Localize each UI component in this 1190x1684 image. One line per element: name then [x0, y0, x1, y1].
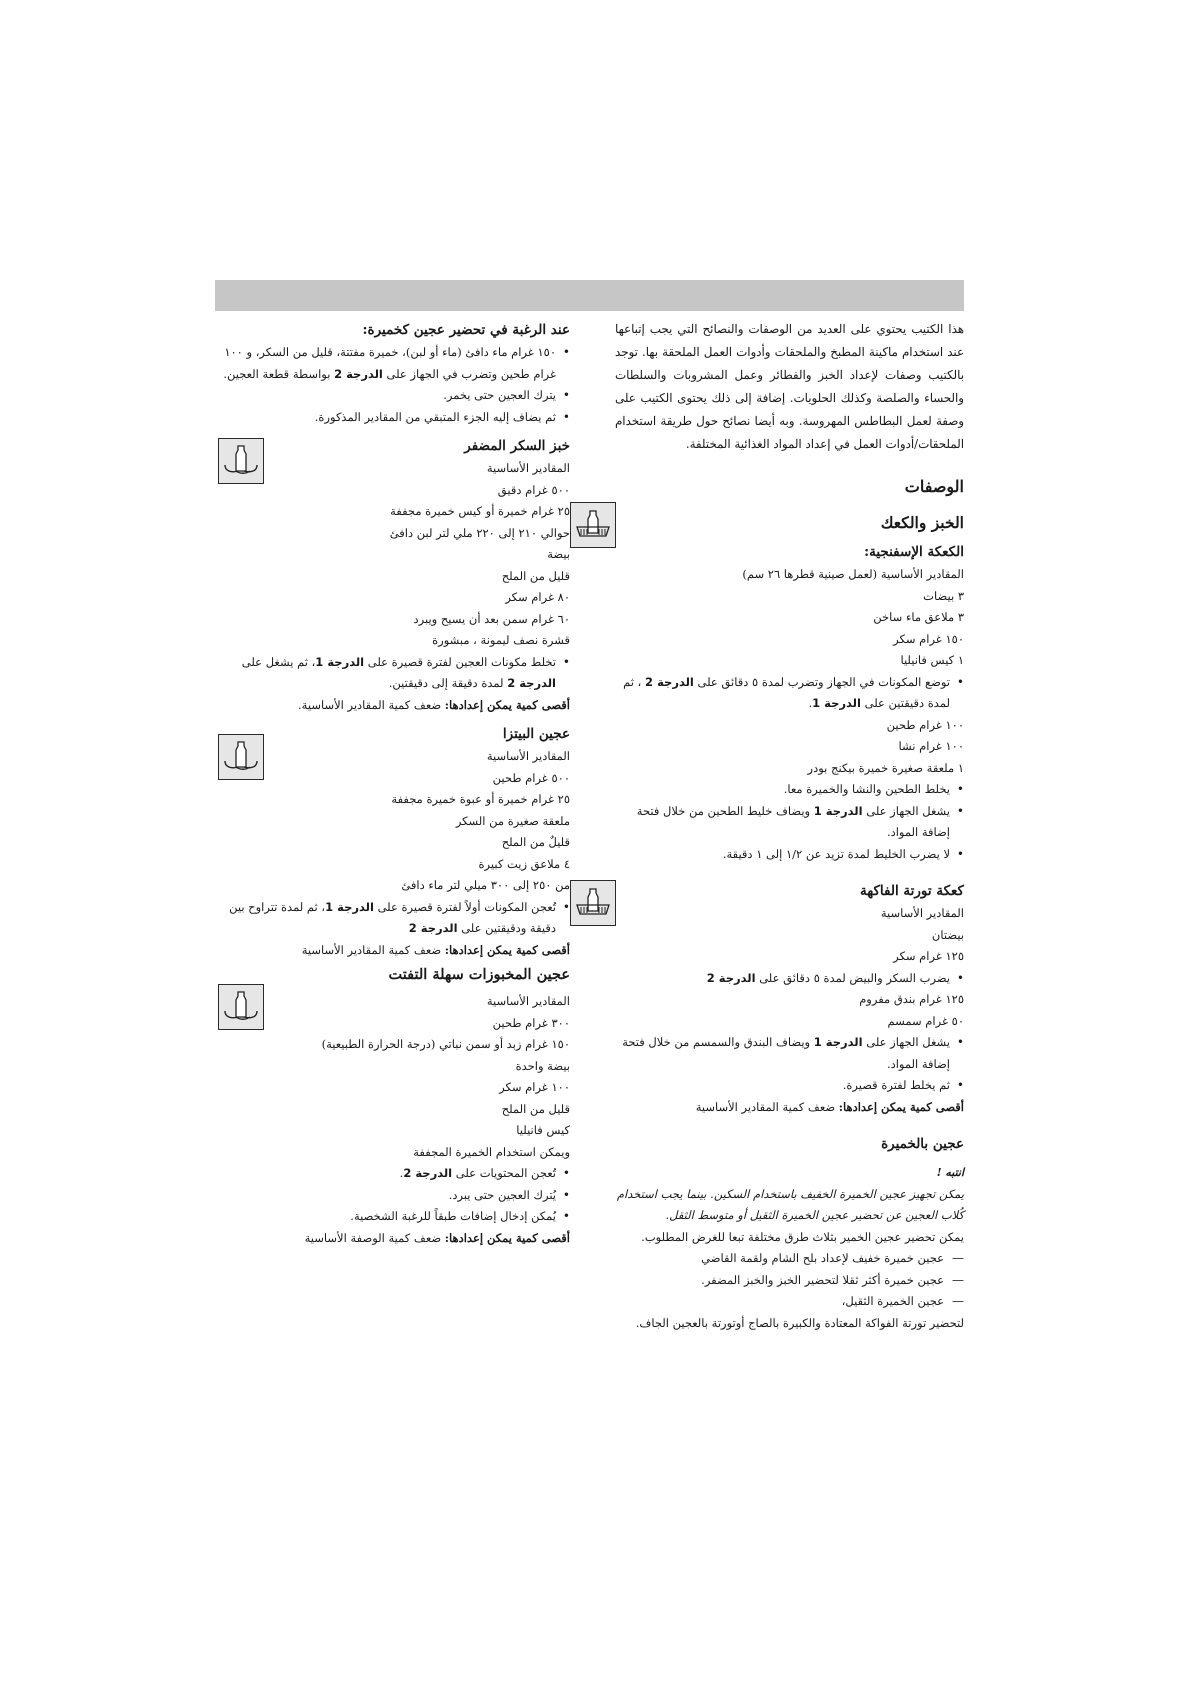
ingredient: ٥٠٠ غرام دقيق [497, 482, 570, 497]
bottle-with-whisk-basket-icon [570, 502, 616, 548]
recipe-pizza-dough [222, 722, 570, 961]
header-bar [215, 280, 964, 311]
bottle-with-whisk-basket-icon [570, 880, 616, 926]
ingredient: بيضة واحدة [515, 1058, 570, 1073]
step: • يضرب السكر والبيض لمدة ٥ دقائق على الدرجة 2 [615, 968, 950, 990]
ingredient: ١٠٠ غرام طحين [886, 717, 964, 732]
ingredient: بيضتان [931, 927, 964, 942]
ingredient: ١٥٠ غرام سكر [893, 631, 964, 646]
ingredient: ١٢٥ غرام بندق مفروم [859, 992, 964, 1006]
steps [222, 1163, 570, 1228]
steps [615, 1032, 964, 1097]
note-text: يمكن تجهيز عجين الخميرة الخفيف باستخدام السكين. بينما يجب استخدام كُلاب العجين عن تحضير عجين الخميرة الثقيل أو متوسط الثقل. [616, 1186, 964, 1222]
ingredient: ٣ بيضات [923, 588, 964, 603]
recipe-starter [222, 318, 570, 428]
max-quantity: أقصى كمية يمكن إعدادها: ضعف كمية المقادير الأساسية [695, 1099, 964, 1114]
recipe-title: عجين البيتزا [502, 726, 570, 742]
step: • توضع المكونات في الجهاز وتضرب لمدة ٥ دقائق على الدرجة 2 ، ثم لمدة دقيقتين على الدرجة 1. [615, 672, 950, 715]
ingredient: ١٠٠ غرام سكر [499, 1080, 570, 1094]
step: • ثم يخلط لفترة قصيرة. [615, 1075, 950, 1097]
step: • يُترك العجين حتى يبرد. [222, 1185, 556, 1207]
heading-recipes: الوصفات [904, 477, 964, 496]
basic-ingredients-label: المقادير الأساسية [486, 461, 570, 475]
steps [222, 897, 570, 940]
recipe-title: الكعكة الإسفنجية: [864, 544, 964, 560]
step: • يخلط الطحين والنشا والخميرة معا. [615, 779, 950, 801]
step: • تخلط مكونات العجين لفترة قصيرة على الدرجة 1، ثم يشغل على الدرجة 2 لمدة دقيقة إلى دقيقتين. [222, 652, 556, 695]
ingredient: ويمكن استخدام الخميرة المجففة [413, 1144, 570, 1159]
basic-ingredients-label: المقادير الأساسية [880, 906, 964, 920]
max-quantity: أقصى كمية يمكن إعدادها: ضعف كمية الوصفة الأساسية [304, 1230, 570, 1245]
step: • ١٥٠ غرام ماء دافئ (ماء أو لبن)، خميرة مفتتة، قليل من السكر، و ١٠٠ غرام طحين وتضرب في الجهاز على الدرجة 2 بواسطة قطعة العجين. [222, 342, 556, 385]
recipe-shortcrust-dough [222, 963, 570, 1249]
ingredient: قليلٌ من الملح [501, 835, 570, 849]
steps [615, 779, 964, 865]
step: • ثم يضاف إليه الجزء المتبقي من المقادير المذكورة. [222, 407, 556, 429]
step: • يشغل الجهاز على الدرجة 1 ويضاف خليط الطحين من خلال فتحة إضافة المواد. [615, 801, 950, 844]
recipe-fruit-cake [615, 879, 964, 1118]
dough-type: — عجين خميرة أكثر ثقلا لتحضير الخبز والخبز المضفر. [615, 1270, 944, 1292]
left-column [222, 318, 570, 1249]
max-quantity: أقصى كمية يمكن إعدادها: ضعف كمية المقادير الأساسية. [298, 697, 570, 712]
ingredient: ١٥٠ غرام زبد أو سمن نباتي (درجة الحرارة الطبيعية) [321, 1037, 570, 1051]
ingredient: ١٠٠ غرام نشا [898, 739, 964, 753]
ingredient: ٣٠٠ غرام طحين [492, 1015, 570, 1030]
ingredient: من ٢٥٠ إلى ٣٠٠ ميلي لتر ماء دافئ [401, 878, 570, 892]
step: • تُعجن المحتويات على الدرجة 2. [222, 1163, 556, 1185]
ingredient: ملعقة صغيرة من السكر [455, 813, 570, 828]
ingredient: ٦٠ غرام سمن بعد أن يسيح ويبرد [413, 611, 570, 626]
ingredient: ١ كيس فانيليا [900, 653, 964, 667]
step: • يترك العجين حتى يخمر. [222, 385, 556, 407]
steps [615, 672, 964, 715]
ingredient: ١٢٥ غرام سكر [893, 949, 964, 963]
right-column [615, 318, 964, 1334]
dough-types [615, 1248, 964, 1313]
note-text: يمكن تحضير عجين الخمير بثلاث طرق مختلفة تبعا للغرض المطلوب. [641, 1229, 964, 1244]
bottle-with-dough-blade-icon [218, 984, 264, 1030]
recipe-title: كعكة تورتة الفاكهة [860, 883, 964, 899]
ingredient: قليل من الملح [501, 1101, 570, 1116]
step: • تُعجن المكونات أولاً لفترة قصيرة على الدرجة 1، ثم لمدة تتراوح بين دقيقة ودقيقتين على الدرجة 2 [222, 897, 556, 940]
recipe-title: عجين المخبوزات سهلة التفتت [388, 966, 570, 983]
dough-type: — عجين خميرة خفيف لإعداد بلح الشام ولقمة القاضي [615, 1248, 944, 1270]
ingredient: حوالي ٢١٠ إلى ٢٢٠ ملي لتر لبن دافئ [389, 525, 570, 540]
basic-ingredients-label: المقادير الأساسية [486, 994, 570, 1008]
ingredient: قشرة نصف ليمونة ، مبشورة [432, 633, 570, 647]
ingredient: قليل من الملح [501, 568, 570, 583]
basic-ingredients-label: المقادير الأساسية [486, 749, 570, 763]
ingredient: ١ ملعقة صغيرة خميرة بيكنج بودر [807, 760, 964, 775]
ingredient: ٥٠ غرام سمسم [887, 1013, 964, 1028]
dough-type: — عجين الخميرة الثقيل، [615, 1291, 944, 1313]
recipe-title: عجين بالخميرة [881, 1136, 964, 1152]
heading-bread-cakes: الخبز والكعك [880, 513, 964, 532]
basic-ingredients-label: المقادير الأساسية (لعمل صينية قطرها ٢٦ سم) [742, 567, 964, 581]
recipe-braided-bread [222, 434, 570, 716]
step: • يُمكن إدخال إضافات طبقاً للرغبة الشخصية. [222, 1206, 556, 1228]
step: • يشغل الجهاز على الدرجة 1 ويضاف البندق والسمسم من خلال فتحة إضافة المواد. [615, 1032, 950, 1075]
step: • لا يضرب الخليط لمدة تزيد عن ١/٢ إلى ١ دقيقة. [615, 844, 950, 866]
recipe-title: عند الرغبة في تحضير عجين كخميرة: [362, 322, 570, 338]
intro-paragraph: هذا الكتيب يحتوي على العديد من الوصفات والنصائح التي يجب إتباعها عند استخدام ماكينة المطبخ والملحقات وأدوات العمل الملحقة بها. توجد بالكتيب وصفات لإعداد الخبز والفطائر وعمل المشروبات والسلطات والحساء والصلصة وكذلك الحلويات. إضافة إلى ذلك يحتوى الكتيب على وصفة لعمل البطاطس المهروسة. وبه أيضا نصائح حول طريقة استخدام الملحقات/أدوات العمل في إعداد المواد الغذائية المختلفة. [615, 322, 964, 451]
bottle-with-dough-blade-icon [218, 438, 264, 484]
note-title: انتبه ! [936, 1166, 964, 1179]
steps [222, 342, 570, 428]
ingredient: ٤ ملاعق زيت كبيرة [478, 856, 570, 871]
recipe-title: خبز السكر المضفر [464, 438, 570, 454]
ingredient: ٨٠ غرام سكر [505, 590, 570, 604]
ingredient: ٥٠٠ غرام طحين [492, 770, 570, 785]
ingredient: ٢٥ غرام خميرة أو عبوة خميرة مجففة [391, 792, 570, 806]
recipe-yeast-dough [615, 1132, 964, 1334]
recipe-sponge-cake [615, 540, 964, 865]
ingredient: بيضة [547, 547, 570, 561]
ingredient: ٣ ملاعق ماء ساخن [873, 610, 964, 624]
note-text: لتحضير تورتة الفواكة المعتادة والكبيرة بالصاج أوتورتة بالعجين الجاف. [635, 1315, 964, 1330]
steps [222, 652, 570, 695]
steps [615, 968, 964, 990]
max-quantity: أقصى كمية يمكن إعدادها: ضعف كمية المقادير الأساسية [301, 942, 570, 957]
ingredient: ٢٥ غرام خميرة أو كيس خميرة مجففة [390, 504, 570, 518]
ingredient: كيس فانيليا [516, 1123, 570, 1137]
bottle-with-dough-blade-icon [218, 734, 264, 780]
